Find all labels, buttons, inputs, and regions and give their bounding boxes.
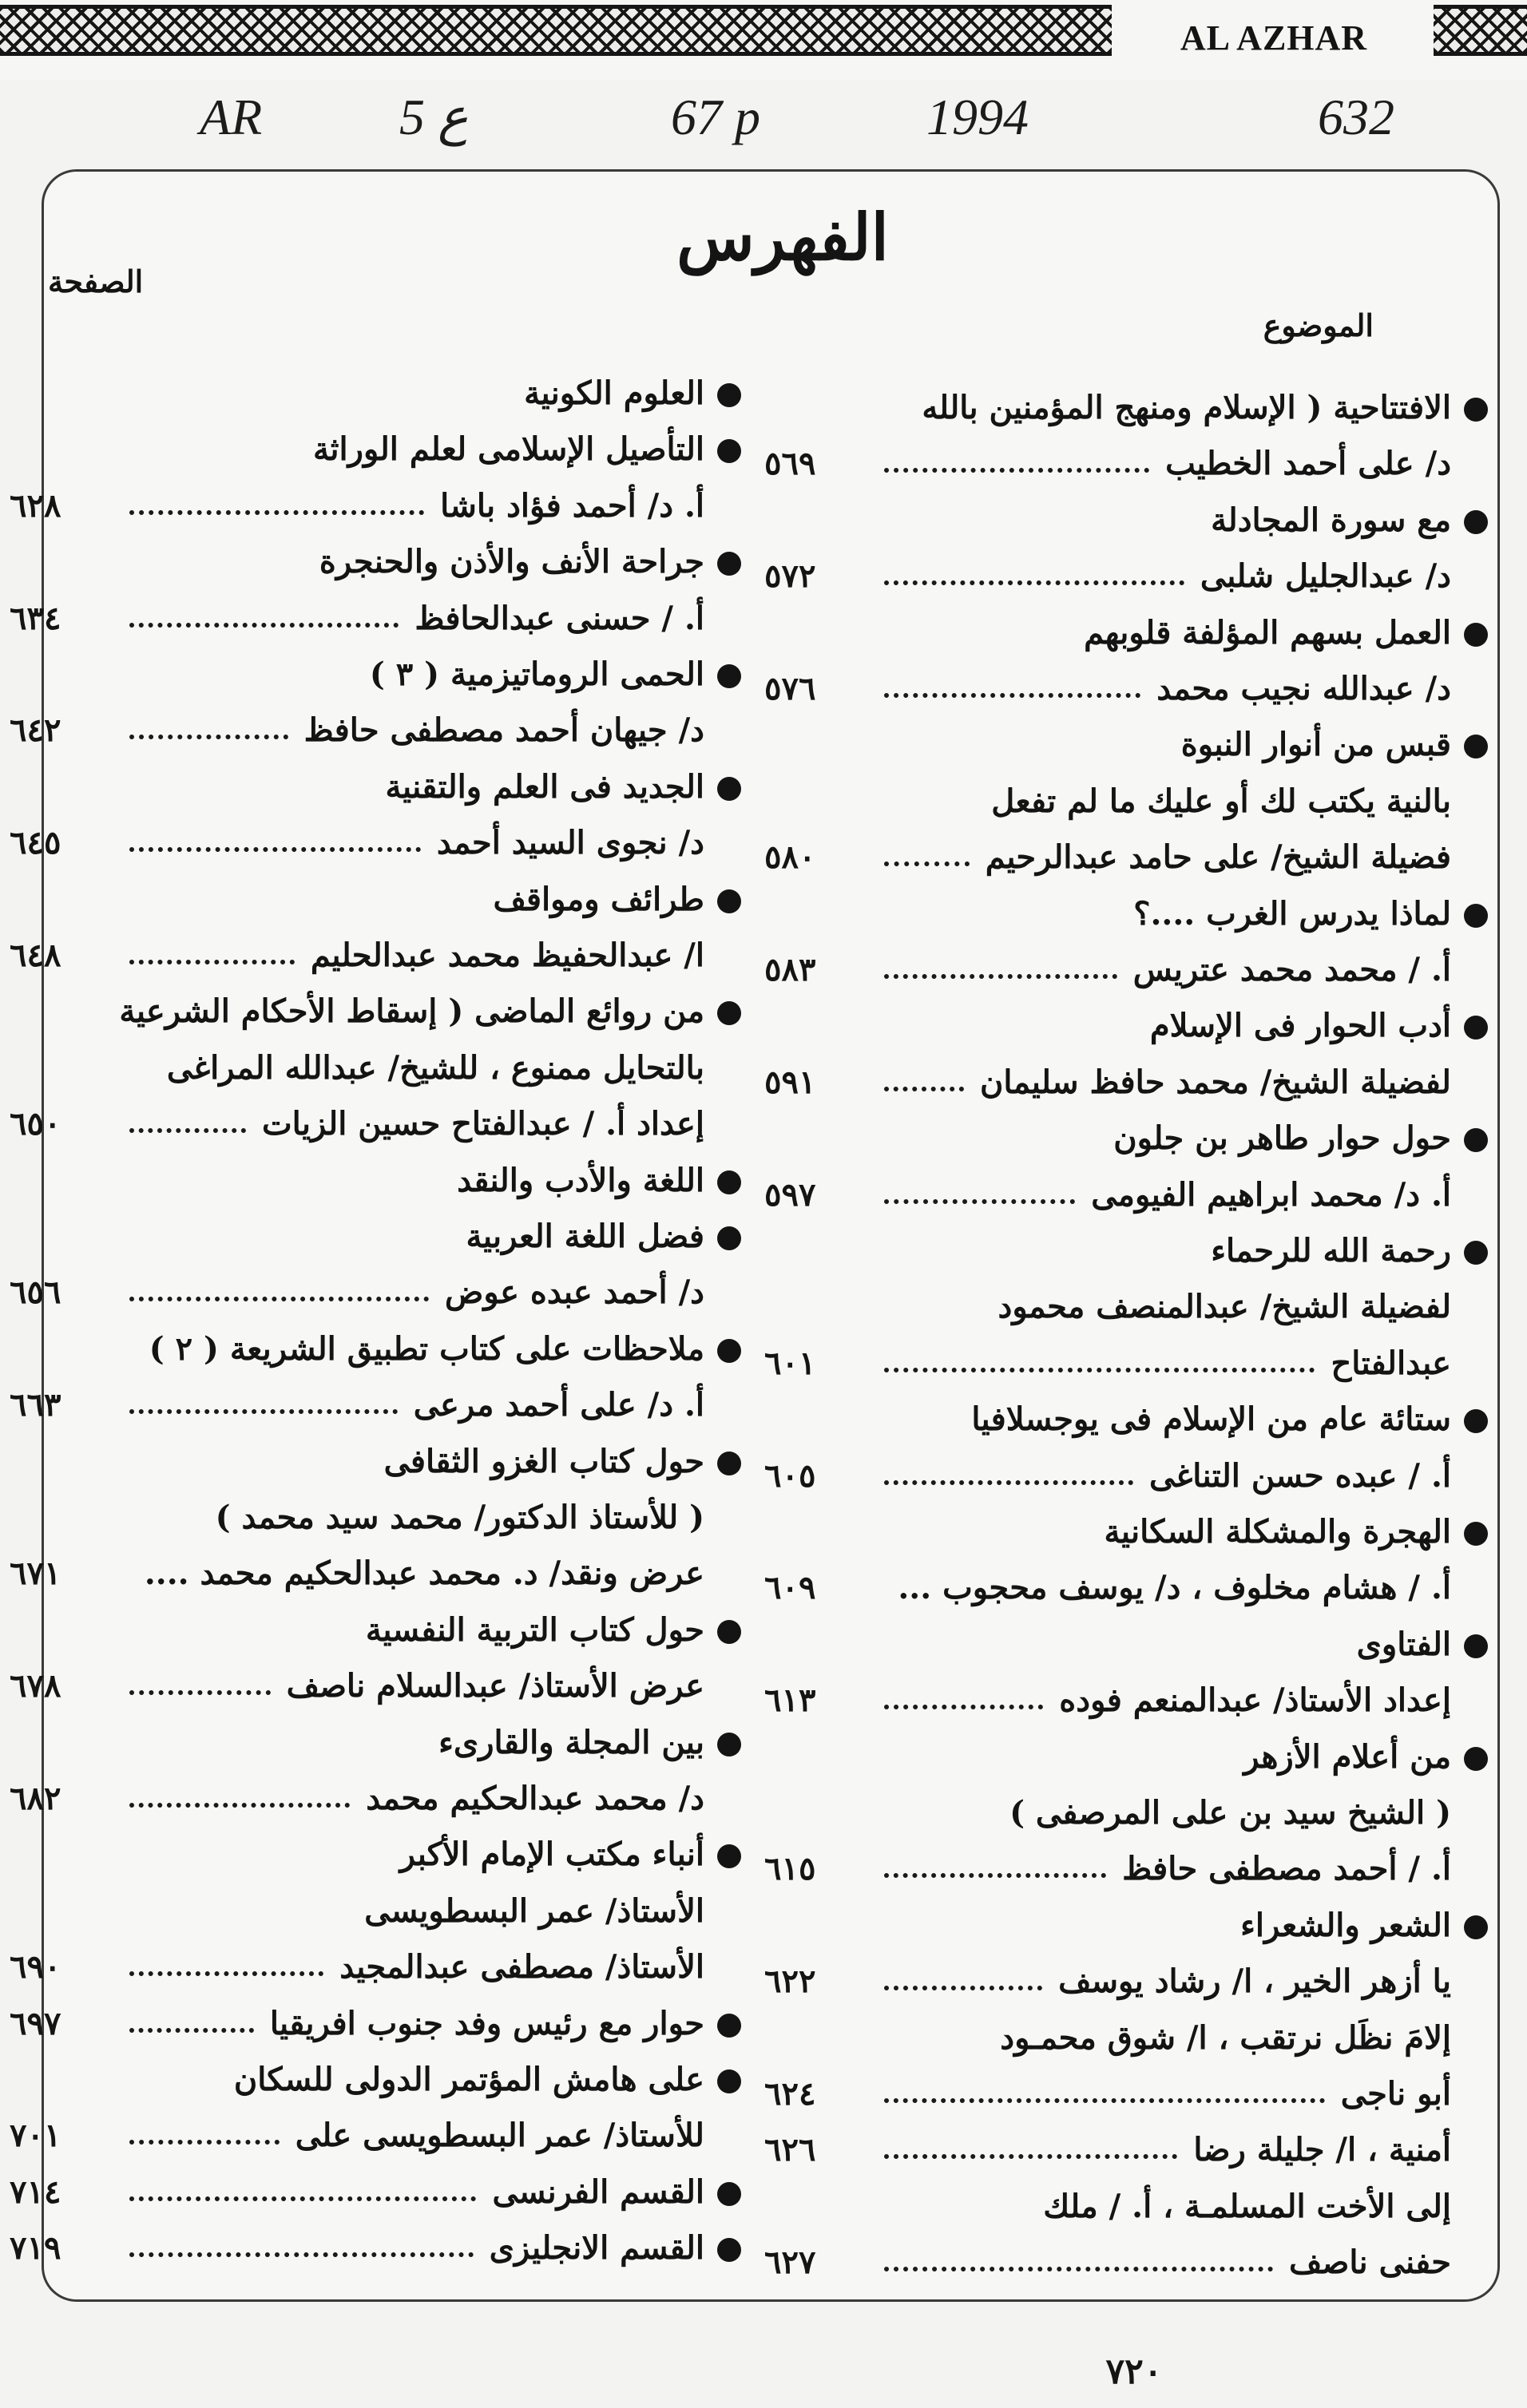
- toc-entry: [764, 1731, 1451, 1784]
- toc-entry: [764, 382, 1451, 434]
- bullet-icon: [1464, 1747, 1488, 1771]
- toc-page-number: ٦٢٢: [764, 1962, 816, 2001]
- dot-leader: [884, 2098, 1325, 2103]
- toc-entry: [10, 1660, 704, 1713]
- toc-entry: [10, 1547, 704, 1600]
- toc-entry-title: لفضيلة الشيخ/ محمد حافظ سليمان: [980, 1063, 1451, 1101]
- dot-leader: [129, 1971, 323, 1976]
- toc-page-number: ٦٧١: [10, 1555, 61, 1593]
- toc-entry: [10, 1210, 704, 1263]
- toc-page-number: ٦٧٨: [10, 1667, 61, 1705]
- toc-entry-title: إعداد الأستاذ/ عبدالمنعم فوده: [1059, 1681, 1451, 1720]
- bullet-icon: [1464, 1634, 1488, 1658]
- toc-entry: [10, 1998, 704, 2050]
- toc-entry-title: الفتاوى: [1356, 1625, 1451, 1663]
- toc-entry-title: الجديد فى العلم والتقنية: [385, 767, 704, 806]
- bullet-icon: [717, 1339, 741, 1363]
- dot-leader: [129, 510, 424, 515]
- toc-entry: [764, 1674, 1451, 1727]
- toc-entry-title: من أعلام الأزهر: [1243, 1737, 1451, 1776]
- dot-leader: [129, 2028, 254, 2033]
- toc-entry-title: ملاحظات على كتاب تطبيق الشريعة ( ٢ ): [149, 1329, 704, 1368]
- toc-page-number: ٦٣٤: [10, 599, 61, 637]
- dot-leader: [129, 1409, 398, 1414]
- toc-entry-title: للأستاذ/ عمر البسطويسى على: [295, 2117, 704, 2155]
- toc-entry: [764, 1843, 1451, 1895]
- toc-page-number: ٦٤٢: [10, 711, 61, 750]
- toc-entry: [764, 1112, 1451, 1165]
- toc-entry-title: طرائف ومواقف: [493, 880, 704, 918]
- toc-entry-title: الشعر والشعراء: [1240, 1906, 1451, 1944]
- toc-entry: [10, 1604, 704, 1657]
- toc-entry-title: القسم الفرنسى: [492, 2172, 704, 2211]
- toc-entry: [10, 2166, 704, 2219]
- toc-entry: [10, 2054, 704, 2106]
- toc-entry-title: أ. / محمد محمد عتريس: [1132, 951, 1451, 988]
- dot-leader: [884, 580, 1184, 585]
- dot-leader: [129, 960, 295, 964]
- handwritten-note: 67 p: [671, 89, 760, 145]
- toc-entry-title: حول كتاب الغزو الثقافى: [383, 1442, 704, 1480]
- handwritten-note: 632: [1318, 89, 1394, 145]
- toc-entry-title: عبدالفتاح: [1331, 1344, 1451, 1382]
- toc-entry-title: العمل بسهم المؤلفة قلوبهم: [1084, 613, 1451, 652]
- toc-entry-title: حول كتاب التربية النفسية: [365, 1610, 704, 1649]
- bullet-icon: [717, 664, 741, 688]
- dot-leader: [129, 1690, 271, 1695]
- bullet-icon: [717, 1733, 741, 1756]
- toc-page-number: ٥٨٣: [764, 951, 816, 988]
- toc-page-number: ٦٠٩: [764, 1569, 816, 1607]
- toc-entry: [10, 1323, 704, 1376]
- toc-page-number: ٧٠١: [10, 2117, 61, 2155]
- toc-entry-title: لفضيلة الشيخ/ عبدالمنصف محمود: [998, 1288, 1451, 1326]
- toc-page-number: ٧١٩: [10, 2229, 61, 2267]
- dot-leader: [884, 974, 1117, 979]
- bullet-icon: [1464, 623, 1488, 647]
- toc-entry-title: بالنية يكتب لك أو عليك ما لم تفعل: [991, 782, 1451, 820]
- toc-entry: [10, 480, 704, 533]
- toc-entry-title: لماذا يدرس الغرب ....؟: [1133, 894, 1451, 933]
- toc-page-number: ٦١٣: [764, 1681, 816, 1720]
- toc-entry: [764, 2236, 1451, 2289]
- toc-entry-title: د/ نجوى السيد أحمد: [436, 824, 704, 862]
- toc-entry-title: أ. / حسنى عبدالحافظ: [414, 599, 704, 637]
- column-head-topic: الموضوع: [1263, 307, 1374, 343]
- toc-entry-title: أمنية ، ا/ جليلة رضا: [1193, 2131, 1451, 2169]
- handwritten-note: 5 ع: [399, 89, 469, 145]
- toc-entry-title: على هامش المؤتمر الدولى للسكان: [233, 2061, 704, 2098]
- toc-page-number: ٦٠٥: [764, 1456, 816, 1495]
- toc-entry-title: الافتتاحية ( الإسلام ومنهج المؤمنين بالله: [922, 389, 1451, 426]
- toc-entry: [764, 888, 1451, 941]
- toc-entry: [10, 1154, 704, 1207]
- toc-entry: [10, 367, 704, 420]
- toc-entry: [764, 1169, 1451, 1222]
- dot-leader: [129, 1803, 350, 1808]
- toc-entry: [764, 1281, 1451, 1333]
- column-head-page: الصفحة: [48, 263, 144, 299]
- toc-entry-title: بالتحايل ممنوع ، للشيخ/ عبدالله المراغى: [166, 1048, 704, 1087]
- toc-entry: [10, 873, 704, 926]
- toc-entry-title: قبس من أنوار النبوة: [1180, 726, 1451, 764]
- toc-entry: [10, 2109, 704, 2162]
- toc-page-number: ٦٩٧: [10, 2004, 61, 2042]
- toc-entry-title: بين المجلة والقارىء: [438, 1723, 704, 1761]
- toc-page-number: ٥٩٧: [764, 1175, 816, 1214]
- bullet-icon: [1464, 1128, 1488, 1152]
- toc-entry: [764, 1337, 1451, 1390]
- toc-entry-title: د/ جيهان أحمد مصطفى حافظ: [303, 711, 704, 750]
- toc-entry: [10, 1772, 704, 1825]
- toc-entry: [764, 1056, 1451, 1109]
- toc-entry: [10, 1491, 704, 1544]
- toc-entry: [764, 1787, 1451, 1840]
- journal-name: AL AZHAR: [1180, 18, 1368, 57]
- bullet-icon: [1464, 904, 1488, 928]
- dot-leader: [884, 1873, 1106, 1878]
- toc-entry-title: أنباء مكتب الإمام الأكبر: [399, 1836, 704, 1874]
- toc-page-number: ٦٥٠: [10, 1105, 61, 1143]
- bullet-icon: [1464, 1409, 1488, 1433]
- toc-entry: [764, 1618, 1451, 1671]
- dot-leader: [884, 861, 970, 866]
- toc-entry-title: ( للأستاذ الدكتور/ محمد سيد محمد ): [215, 1499, 704, 1536]
- toc-entry-title: اللغة والأدب والنقد: [457, 1161, 704, 1199]
- toc-entry: [10, 761, 704, 814]
- bullet-icon: [717, 889, 741, 913]
- toc-entry-title: التأصيل الإسلامى لعلم الوراثة: [312, 430, 704, 469]
- bullet-icon: [717, 552, 741, 576]
- ornamental-border: [0, 5, 1112, 56]
- toc-page-number: ٦٠١: [764, 1344, 816, 1382]
- toc-entry: [764, 944, 1451, 996]
- dot-leader: [129, 623, 399, 628]
- toc-page-number: ٦١٥: [764, 1850, 816, 1888]
- toc-entry: [764, 1562, 1451, 1614]
- toc-entry: [764, 1000, 1451, 1052]
- bullet-icon: [1464, 1522, 1488, 1546]
- dot-leader: [884, 1986, 1042, 1990]
- toc-entry: [10, 1436, 704, 1488]
- toc-entry: [764, 719, 1451, 771]
- toc-entry: [10, 704, 704, 757]
- bullet-icon: [1464, 510, 1488, 534]
- toc-entry-title: أ. / أحمد مصطفى حافظ: [1122, 1850, 1451, 1888]
- toc-entry: [764, 1955, 1451, 2008]
- toc-entry: [764, 2124, 1451, 2176]
- toc-entry: [764, 1506, 1451, 1558]
- toc-entry: [10, 1098, 704, 1151]
- toc-page-number: ٦٢٦: [764, 2131, 816, 2169]
- toc-entry: [764, 1393, 1451, 1446]
- toc-entry-title: د/ أحمد عبده عوض: [445, 1273, 704, 1312]
- toc-page-number: ٦٨٢: [10, 1780, 61, 1817]
- toc-entry: [764, 663, 1451, 715]
- toc-page-number: ٦٤٥: [10, 824, 61, 862]
- dot-leader: [884, 468, 1149, 473]
- toc-entry: [764, 438, 1451, 490]
- bullet-icon: [717, 2238, 741, 2262]
- bullet-icon: [717, 1452, 741, 1475]
- toc-entry-title: الأستاذ/ عمر البسطويسى: [364, 1891, 704, 1930]
- toc-page-number: ٦٥٦: [10, 1273, 61, 1312]
- dot-leader: [884, 693, 1140, 698]
- dot-leader: [129, 735, 288, 739]
- toc-entry-title: عرض ونقد/ د. محمد عبدالحكيم محمد ....: [144, 1555, 704, 1593]
- toc-entry-title: أ. / هشام مخلوف ، د/ يوسف محجوب ...: [898, 1569, 1451, 1607]
- toc-page-number: ٥٧٢: [764, 557, 816, 596]
- toc-entry-title: إلى الأخت المسلمـة ، أ. / ملك: [1043, 2187, 1451, 2225]
- toc-entry: [10, 1379, 704, 1432]
- toc-entry: [764, 607, 1451, 659]
- dot-leader: [884, 1480, 1133, 1485]
- toc-entry: [764, 1899, 1451, 1952]
- toc-entry-title: يا أزهر الخير ، ا/ رشاد يوسف: [1058, 1962, 1451, 2001]
- dot-leader: [884, 2154, 1177, 2159]
- dot-leader: [129, 1297, 429, 1301]
- dot-leader: [884, 1199, 1075, 1204]
- toc-page-number: ٦٢٨: [10, 486, 61, 525]
- toc-entry-title: من روائع الماضى ( إسقاط الأحكام الشرعية: [119, 992, 704, 1031]
- toc-entry: [764, 2068, 1451, 2121]
- toc-page-number: ٥٩١: [764, 1063, 816, 1101]
- toc-entry-title: أ. د/ أحمد فؤاد باشا: [440, 486, 704, 525]
- toc-entry-title: أ. د/ على أحمد مرعى: [413, 1386, 704, 1424]
- toc-entry-title: القسم الانجليزى: [489, 2229, 704, 2267]
- bullet-icon: [1464, 1241, 1488, 1265]
- toc-entry-title: العلوم الكونية: [524, 374, 704, 412]
- toc-entry-title: د/ على أحمد الخطيب: [1165, 445, 1451, 483]
- toc-entry: [10, 2222, 704, 2275]
- toc-entry-title: د/ محمد عبدالحكيم محمد: [366, 1780, 704, 1817]
- toc-entry-title: الحمى الروماتيزمية ( ٣ ): [369, 655, 704, 693]
- page-title: الفهرس: [676, 200, 889, 275]
- toc-entry-title: جراحة الأنف والأذن والحنجرة: [319, 543, 704, 581]
- dot-leader: [129, 2252, 474, 2257]
- toc-entry-title: الهجرة والمشكلة السكانية: [1104, 1513, 1451, 1551]
- toc-entry-title: الأستاذ/ مصطفى عبدالمجيد: [339, 1948, 704, 1986]
- toc-page-number: ٧١٤: [10, 2172, 61, 2211]
- toc-entry-title: ( الشيخ سيد بن على المرصفى ): [1009, 1794, 1451, 1832]
- dot-leader: [129, 847, 421, 852]
- toc-entry-title: أبو ناجى: [1340, 2075, 1451, 2113]
- bullet-icon: [717, 2182, 741, 2206]
- dot-leader: [129, 2140, 280, 2145]
- toc-entry: [10, 1266, 704, 1319]
- dot-leader: [884, 1705, 1043, 1709]
- toc-entry: [10, 648, 704, 701]
- toc-entry: [10, 985, 704, 1038]
- bullet-icon: [1464, 1915, 1488, 1939]
- page-number: ٧٢٠: [1105, 2351, 1163, 2392]
- bullet-icon: [717, 1620, 741, 1644]
- toc-entry: [764, 550, 1451, 603]
- toc-entry-title: حول حوار طاهر بن جلون: [1113, 1119, 1451, 1158]
- toc-entry-title: ستائة عام من الإسلام فى يوجسلافيا: [971, 1400, 1451, 1439]
- toc-entry-title: أدب الحوار فى الإسلام: [1149, 1007, 1451, 1045]
- toc-entry: [764, 831, 1451, 884]
- ornamental-border-end: [1434, 5, 1527, 56]
- bullet-icon: [717, 2069, 741, 2093]
- toc-page-number: ٦٢٧: [764, 2244, 816, 2282]
- toc-entry: [764, 1225, 1451, 1277]
- toc-entry-title: حوار مع رئيس وفد جنوب افريقيا: [269, 2004, 704, 2042]
- dot-leader: [884, 1087, 964, 1091]
- toc-entry-title: د/ عبدالله نجيب محمد: [1156, 670, 1451, 707]
- dot-leader: [884, 2267, 1273, 2271]
- toc-entry-title: أ. / عبده حسن التناغى: [1149, 1456, 1451, 1495]
- toc-page-number: ٦٢٤: [764, 2075, 816, 2113]
- toc-entry: [764, 2012, 1451, 2065]
- toc-entry: [764, 2180, 1451, 2233]
- toc-entry-title: أ. د/ محمد ابراهيم الفيومى: [1091, 1175, 1451, 1214]
- bullet-icon: [1464, 398, 1488, 422]
- dot-leader: [884, 1368, 1315, 1372]
- toc-entry-title: مع سورة المجادلة: [1211, 501, 1451, 539]
- dot-leader: [129, 2196, 476, 2201]
- toc-page-number: ٥٨٠: [764, 838, 816, 877]
- toc-page-number: ٦٦٣: [10, 1386, 61, 1424]
- toc-entry-title: إلامَ نظَل نرتقب ، ا/ شوق محمـود: [1000, 2018, 1451, 2057]
- toc-entry: [10, 536, 704, 588]
- toc-entry: [10, 1941, 704, 1994]
- toc-page-number: ٦٩٠: [10, 1948, 61, 1986]
- toc-entry: [10, 817, 704, 869]
- toc-entry: [10, 1717, 704, 1769]
- toc-entry-title: رحمة الله للرحماء: [1211, 1232, 1451, 1269]
- toc-entry: [10, 423, 704, 476]
- bullet-icon: [717, 1226, 741, 1250]
- handwritten-note: AR: [200, 89, 263, 145]
- bullet-icon: [717, 777, 741, 801]
- toc-entry: [764, 775, 1451, 828]
- bullet-icon: [717, 1170, 741, 1194]
- toc-entry: [10, 1042, 704, 1095]
- bullet-icon: [717, 2014, 741, 2038]
- toc-entry: [10, 592, 704, 645]
- toc-page-number: ٦٤٨: [10, 937, 61, 974]
- toc-entry: [10, 1885, 704, 1938]
- toc-entry-title: حفنى ناصف: [1289, 2244, 1451, 2282]
- toc-page-number: ٥٦٩: [764, 445, 816, 483]
- toc-entry: [764, 494, 1451, 547]
- toc-entry-title: د/ عبدالجليل شلبى: [1200, 557, 1451, 596]
- toc-entry-title: عرض الأستاذ/ عبدالسلام ناصف: [286, 1667, 704, 1705]
- bullet-icon: [717, 383, 741, 407]
- toc-entry-title: فضيلة الشيخ/ على حامد عبدالرحيم: [985, 838, 1451, 877]
- dot-leader: [129, 1128, 246, 1133]
- toc-entry: [10, 1828, 704, 1881]
- toc-entry-title: ا/ عبدالحفيظ محمد عبدالحليم: [310, 937, 704, 974]
- toc-page-number: ٥٧٦: [764, 670, 816, 707]
- toc-entry-title: فضل اللغة العربية: [466, 1218, 704, 1255]
- toc-entry-title: إعداد أ. / عبدالفتاح حسين الزيات: [261, 1105, 704, 1143]
- handwritten-note: 1994: [926, 89, 1029, 145]
- toc-entry: [764, 1450, 1451, 1503]
- toc-entry: [10, 929, 704, 982]
